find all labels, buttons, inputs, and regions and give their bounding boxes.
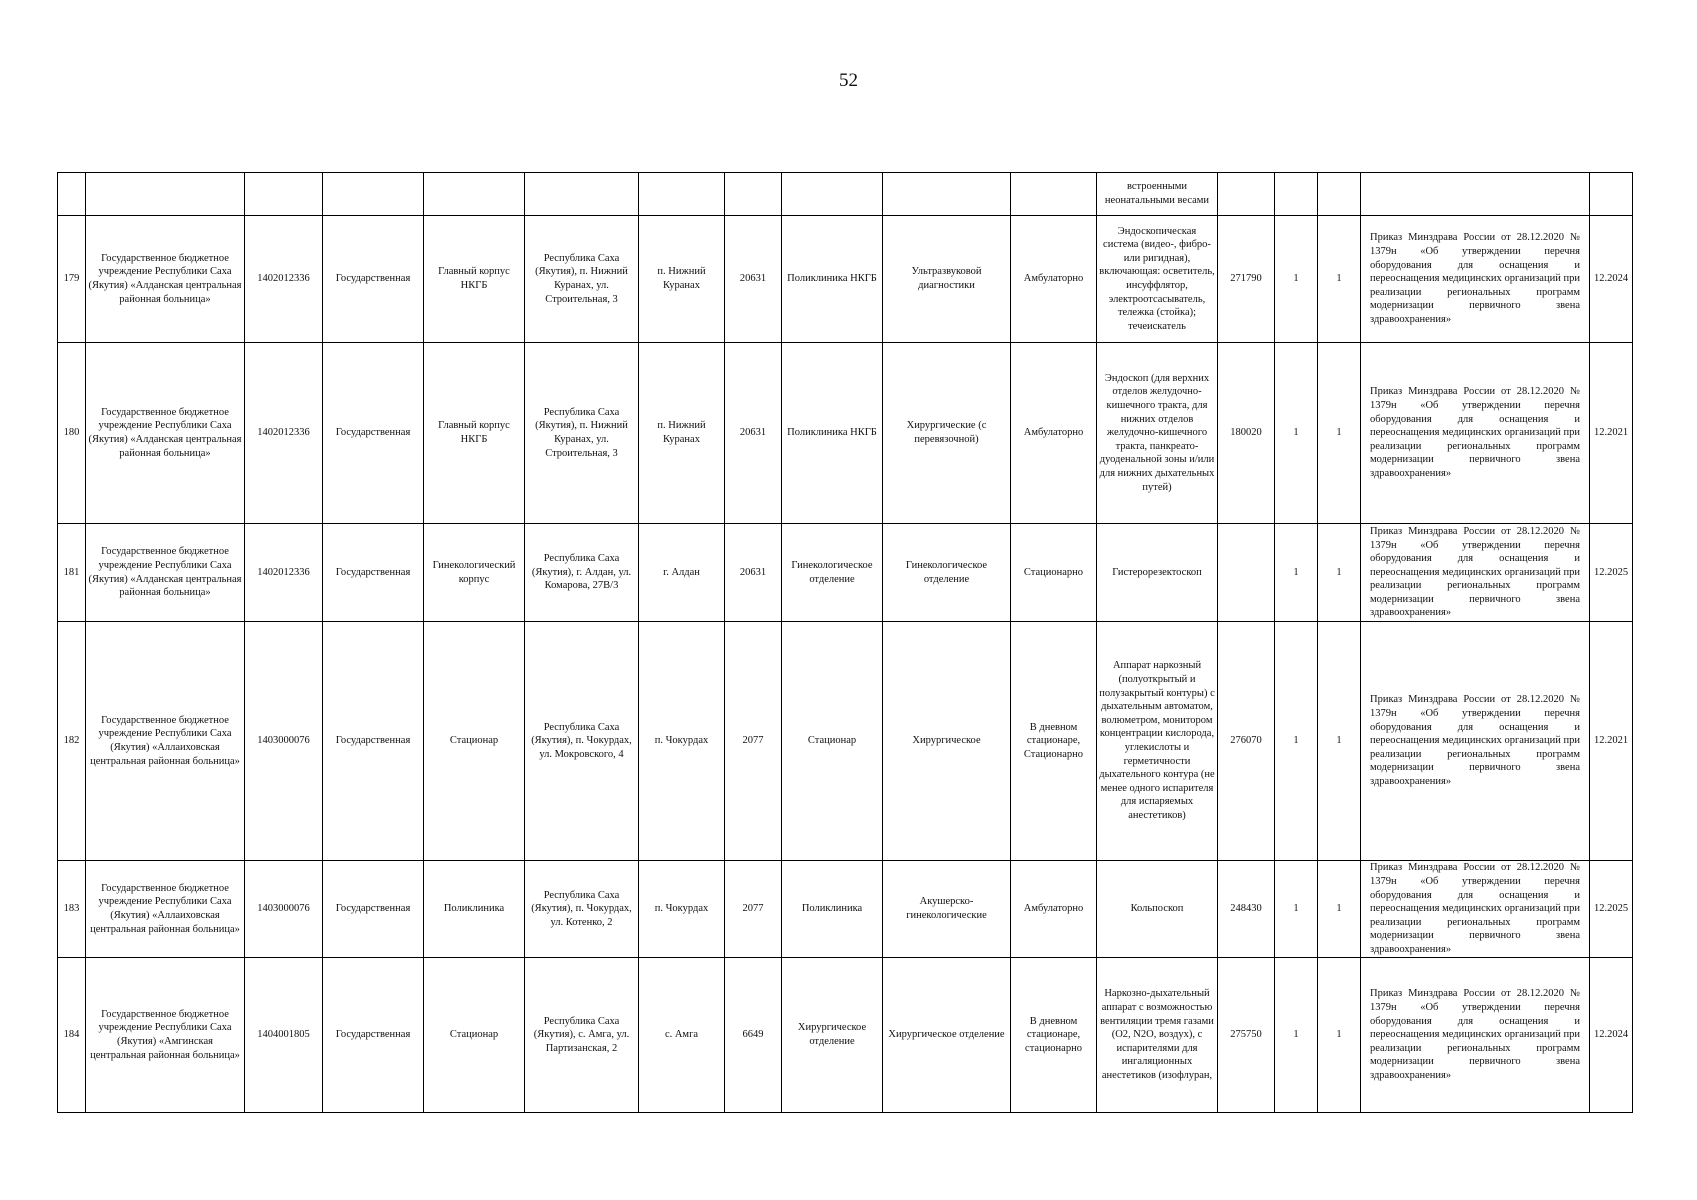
date-cell: 12.2025 bbox=[1590, 524, 1633, 622]
price-cell: 248430 bbox=[1218, 861, 1275, 958]
institution-cell bbox=[86, 173, 245, 216]
row-number-cell bbox=[58, 173, 86, 216]
table-row bbox=[58, 958, 1633, 1113]
profile-cell: Акушерско-гинекологические bbox=[883, 861, 1011, 958]
equipment-cell: Наркозно-дыхательный аппарат с возможностью вентиляции тремя газами (O2, N2O, воздух), с испарителями для ингаляционных анестетиков (изофлуран, bbox=[1097, 958, 1218, 1113]
building-cell: Стационар bbox=[424, 622, 525, 861]
quantity-cell: 1 bbox=[1318, 622, 1361, 861]
ownership-cell: Государственная bbox=[323, 216, 424, 343]
settlement-cell: п. Нижний Куранах bbox=[639, 343, 725, 524]
building-cell: Главный корпус НКГБ bbox=[424, 343, 525, 524]
date-cell: 12.2024 bbox=[1590, 216, 1633, 343]
code-cell: 20631 bbox=[725, 216, 782, 343]
row-number-cell: 181 bbox=[58, 524, 86, 622]
building-cell: Гинекологический корпус bbox=[424, 524, 525, 622]
profile-cell: Хирургическое bbox=[883, 622, 1011, 861]
basis-cell: Приказ Минздрава России от 28.12.2020 № 1379н «Об утверждении перечня оборудования для оснащения и переоснащения медицинских организаций при реализации региональных программ модернизации первичного звена здравоохранения» bbox=[1361, 216, 1590, 343]
settlement-cell: п. Чокурдах bbox=[639, 861, 725, 958]
basis-cell: Приказ Минздрава России от 28.12.2020 № 1379н «Об утверждении перечня оборудования для оснащения и переоснащения медицинских организаций при реализации региональных программ модернизации первичного звена здравоохранения» bbox=[1361, 958, 1590, 1113]
department-cell: Стационар bbox=[782, 622, 883, 861]
equipment-cell: Аппарат наркозный (полуоткрытый и полузакрытый контуры) с дыхательным автоматом, волюметром, монитором концентрации кислорода, углекислоты и герметичности дыхательного контура (не менее одного испарителя для испаряемых анестетиков) bbox=[1097, 622, 1218, 861]
quantity-cell: 1 bbox=[1275, 216, 1318, 343]
address-cell bbox=[525, 173, 639, 216]
inn-cell: 1403000076 bbox=[245, 861, 323, 958]
table-row bbox=[58, 524, 1633, 622]
quantity-cell: 1 bbox=[1318, 343, 1361, 524]
institution-cell: Государственное бюджетное учреждение Республики Саха (Якутия) «Алданская центральная районная больница» bbox=[86, 216, 245, 343]
institution-cell: Государственное бюджетное учреждение Республики Саха (Якутия) «Аллаиховская центральная районная больница» bbox=[86, 861, 245, 958]
conditions-cell: Амбулаторно bbox=[1011, 861, 1097, 958]
address-cell: Республика Саха (Якутия), с. Амга, ул. Партизанская, 2 bbox=[525, 958, 639, 1113]
equipment-cell: встроенными неонатальными весами bbox=[1097, 173, 1218, 216]
price-cell: 180020 bbox=[1218, 343, 1275, 524]
address-cell: Республика Саха (Якутия), п. Чокурдах, ул. Мокровского, 4 bbox=[525, 622, 639, 861]
ownership-cell: Государственная bbox=[323, 622, 424, 861]
ownership-cell: Государственная bbox=[323, 861, 424, 958]
conditions-cell bbox=[1011, 173, 1097, 216]
profile-cell: Хирургическое отделение bbox=[883, 958, 1011, 1113]
date-cell: 12.2021 bbox=[1590, 343, 1633, 524]
table-row bbox=[58, 861, 1633, 958]
price-cell: 276070 bbox=[1218, 622, 1275, 861]
building-cell: Главный корпус НКГБ bbox=[424, 216, 525, 343]
ownership-cell bbox=[323, 173, 424, 216]
ownership-cell: Государственная bbox=[323, 343, 424, 524]
department-cell: Поликлиника НКГБ bbox=[782, 343, 883, 524]
settlement-cell: с. Амга bbox=[639, 958, 725, 1113]
price-cell bbox=[1218, 524, 1275, 622]
code-cell: 2077 bbox=[725, 622, 782, 861]
conditions-cell: Амбулаторно bbox=[1011, 343, 1097, 524]
basis-cell: Приказ Минздрава России от 28.12.2020 № 1379н «Об утверждении перечня оборудования для оснащения и переоснащения медицинских организаций при реализации региональных программ модернизации первичного звена здравоохранения» bbox=[1361, 861, 1590, 958]
building-cell: Поликлиника bbox=[424, 861, 525, 958]
department-cell: Гинекологическое отделение bbox=[782, 524, 883, 622]
address-cell: Республика Саха (Якутия), п. Чокурдах, ул. Котенко, 2 bbox=[525, 861, 639, 958]
price-cell: 275750 bbox=[1218, 958, 1275, 1113]
date-cell: 12.2025 bbox=[1590, 861, 1633, 958]
inn-cell bbox=[245, 173, 323, 216]
quantity-cell: 1 bbox=[1318, 861, 1361, 958]
quantity-cell: 1 bbox=[1318, 216, 1361, 343]
inn-cell: 1404001805 bbox=[245, 958, 323, 1113]
price-cell: 271790 bbox=[1218, 216, 1275, 343]
department-cell: Поликлиника bbox=[782, 861, 883, 958]
code-cell: 20631 bbox=[725, 524, 782, 622]
basis-cell bbox=[1361, 173, 1590, 216]
conditions-cell: Стационарно bbox=[1011, 524, 1097, 622]
institution-cell: Государственное бюджетное учреждение Республики Саха (Якутия) «Амгинская центральная районная больница» bbox=[86, 958, 245, 1113]
conditions-cell: В дневном стационаре, Стационарно bbox=[1011, 622, 1097, 861]
settlement-cell: г. Алдан bbox=[639, 524, 725, 622]
quantity-cell: 1 bbox=[1275, 524, 1318, 622]
institution-cell: Государственное бюджетное учреждение Республики Саха (Якутия) «Алданская центральная районная больница» bbox=[86, 343, 245, 524]
quantity-cell bbox=[1275, 173, 1318, 216]
quantity-cell: 1 bbox=[1275, 958, 1318, 1113]
basis-cell: Приказ Минздрава России от 28.12.2020 № 1379н «Об утверждении перечня оборудования для оснащения и переоснащения медицинских организаций при реализации региональных программ модернизации первичного звена здравоохранения» bbox=[1361, 343, 1590, 524]
equipment-cell: Эндоскоп (для верхних отделов желудочно-кишечного тракта, для нижних отделов желудочно-кишечного тракта, панкреато-дуоденальной зоны и/или для нижних дыхательных путей) bbox=[1097, 343, 1218, 524]
table-row bbox=[58, 216, 1633, 343]
conditions-cell: Амбулаторно bbox=[1011, 216, 1097, 343]
equipment-table bbox=[57, 172, 1633, 1113]
row-number-cell: 182 bbox=[58, 622, 86, 861]
settlement-cell bbox=[639, 173, 725, 216]
settlement-cell: п. Чокурдах bbox=[639, 622, 725, 861]
address-cell: Республика Саха (Якутия), п. Нижний Куранах, ул. Строительная, 3 bbox=[525, 343, 639, 524]
date-cell bbox=[1590, 173, 1633, 216]
address-cell: Республика Саха (Якутия), п. Нижний Куранах, ул. Строительная, 3 bbox=[525, 216, 639, 343]
table-row bbox=[58, 343, 1633, 524]
inn-cell: 1403000076 bbox=[245, 622, 323, 861]
profile-cell: Хирургические (с перевязочной) bbox=[883, 343, 1011, 524]
settlement-cell: п. Нижний Куранах bbox=[639, 216, 725, 343]
institution-cell: Государственное бюджетное учреждение Республики Саха (Якутия) «Алданская центральная районная больница» bbox=[86, 524, 245, 622]
inn-cell: 1402012336 bbox=[245, 343, 323, 524]
profile-cell bbox=[883, 173, 1011, 216]
date-cell: 12.2024 bbox=[1590, 958, 1633, 1113]
inn-cell: 1402012336 bbox=[245, 216, 323, 343]
building-cell: Стационар bbox=[424, 958, 525, 1113]
ownership-cell: Государственная bbox=[323, 958, 424, 1113]
department-cell: Поликлиника НКГБ bbox=[782, 216, 883, 343]
building-cell bbox=[424, 173, 525, 216]
quantity-cell: 1 bbox=[1318, 524, 1361, 622]
ownership-cell: Государственная bbox=[323, 524, 424, 622]
row-number-cell: 184 bbox=[58, 958, 86, 1113]
quantity-cell: 1 bbox=[1275, 622, 1318, 861]
code-cell: 20631 bbox=[725, 343, 782, 524]
row-number-cell: 179 bbox=[58, 216, 86, 343]
code-cell: 6649 bbox=[725, 958, 782, 1113]
quantity-cell bbox=[1318, 173, 1361, 216]
address-cell: Республика Саха (Якутия), г. Алдан, ул. Комарова, 27В/3 bbox=[525, 524, 639, 622]
row-number-cell: 183 bbox=[58, 861, 86, 958]
code-cell bbox=[725, 173, 782, 216]
basis-cell: Приказ Минздрава России от 28.12.2020 № 1379н «Об утверждении перечня оборудования для оснащения и переоснащения медицинских организаций при реализации региональных программ модернизации первичного звена здравоохранения» bbox=[1361, 524, 1590, 622]
inn-cell: 1402012336 bbox=[245, 524, 323, 622]
row-number-cell: 180 bbox=[58, 343, 86, 524]
page-number: 52 bbox=[839, 70, 858, 91]
quantity-cell: 1 bbox=[1275, 861, 1318, 958]
institution-cell: Государственное бюджетное учреждение Республики Саха (Якутия) «Аллаиховская центральная районная больница» bbox=[86, 622, 245, 861]
profile-cell: Гинекологическое отделение bbox=[883, 524, 1011, 622]
conditions-cell: В дневном стационаре, стационарно bbox=[1011, 958, 1097, 1113]
department-cell bbox=[782, 173, 883, 216]
price-cell bbox=[1218, 173, 1275, 216]
basis-cell: Приказ Минздрава России от 28.12.2020 № 1379н «Об утверждении перечня оборудования для оснащения и переоснащения медицинских организаций при реализации региональных программ модернизации первичного звена здравоохранения» bbox=[1361, 622, 1590, 861]
equipment-cell: Кольпоскоп bbox=[1097, 861, 1218, 958]
table-row bbox=[58, 622, 1633, 861]
table-row bbox=[58, 173, 1633, 216]
equipment-cell: Гистерорезектоскоп bbox=[1097, 524, 1218, 622]
equipment-cell: Эндоскопическая система (видео-, фибро- или ригидная), включающая: осветитель, инсуффлятор, электроотсасыватель, тележка (стойка); течеискатель bbox=[1097, 216, 1218, 343]
quantity-cell: 1 bbox=[1318, 958, 1361, 1113]
date-cell: 12.2021 bbox=[1590, 622, 1633, 861]
code-cell: 2077 bbox=[725, 861, 782, 958]
profile-cell: Ультразвуковой диагностики bbox=[883, 216, 1011, 343]
department-cell: Хирургическое отделение bbox=[782, 958, 883, 1113]
quantity-cell: 1 bbox=[1275, 343, 1318, 524]
